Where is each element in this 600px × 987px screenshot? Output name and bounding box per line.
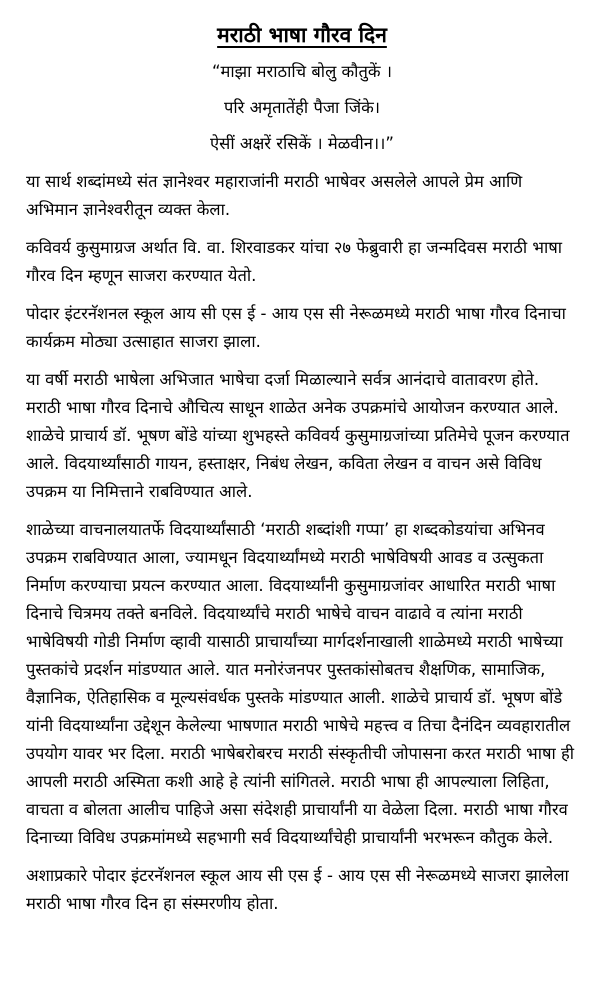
paragraph-5: शाळेच्या वाचनालयातर्फे विदयार्थ्यांसाठी ‘मराठी शब्दांशी गप्पा’ हा शब्दकोडयांचा अभिनव उपक्रम राबविण्यात आला, ज्यामधून विदयार्थ्यांमध्ये मराठी भाषेविषयी आवड व उत्सुकता निर्माण करण्याचा प्रयत्न करण्यात आला. विदयार्थ्यांनी कुसुमाग्रजांवर आधारित मराठी भाषा दिनाचे चित्रमय तक्ते बनविले. विदयार्थ्यांचे मराठी भाषेचे वाचन वाढावे व त्यांना मराठी भाषेविषयी गोडी निर्माण व्हावी यासाठी प्राचार्यांच्या मार्गदर्शनाखाली शाळेमध्ये मराठी भाषेच्या पुस्तकांचे प्रदर्शन मांडण्यात आले. यात मनोरंजनपर पुस्तकांसोबतच शैक्षणिक, सामाजिक, वैज्ञानिक, ऐतिहासिक व मूल्यसंवर्धक पुस्तके मांडण्यात आली. शाळेचे प्राचार्य डॉ. भूषण बोंडे यांनी विदयार्थ्यांना उद्देशून केलेल्या भाषणात मराठी भाषेचे महत्त्व व तिचा दैनंदिन व्यवहारातील उपयोग यावर भर दिला. मराठी भाषेबरोबरच मराठी संस्कृतीची जोपासना करत मराठी भाषा ही आपली मराठी अस्मिता कशी आहे हे त्यांनी सांगितले. मराठी भाषा ही आपल्याला लिहिता, वाचता व बोलता आलीच पाहिजे असा संदेशही प्राचार्यांनी या वेळेला दिला. मराठी भाषा गौरव दिनाच्या विविध उपक्रमांमध्ये सहभागी सर्व विदयार्थ्यांचेही प्राचार्यांनी भरभरून कौतुक केले.: [26, 520, 575, 847]
paragraph-1: या सार्थ शब्दांमध्ये संत ज्ञानेश्वर महाराजांनी मराठी भाषेवर असलेले आपले प्रेम आणि अभिमान ज्ञानेश्वरीतून व्यक्त केला.: [26, 172, 523, 219]
paragraph-2: कविवर्य कुसुमाग्रज अर्थात वि. वा. शिरवाडकर यांचा २७ फेब्रुवारी हा जन्मदिवस मराठी भाषा गौरव दिन म्हणून साजरा करण्यात येतो.: [26, 238, 563, 285]
paragraph-3: पोदार इंटरनॅशनल स्कूल आय सी एस ई - आय एस सी नेरूळमध्ये मराठी भाषा गौरव दिनाचा कार्यक्रम मोठ्या उत्साहात साजरा झाला.: [26, 304, 566, 351]
paragraph-4: या वर्षी मराठी भाषेला अभिजात भाषेचा दर्जा मिळाल्याने सर्वत्र आनंदाचे वातावरण होते. मराठी भाषा गौरव दिनाचे औचित्य साधून शाळेत अनेक उपक्रमांचे आयोजन करण्यात आले. शाळेचे प्राचार्य डॉ. भूषण बोंडे यांच्या शुभहस्ते कविवर्य कुसुमाग्रजांच्या प्रतिमेचे पूजन करण्यात आले. विदयार्थ्यांसाठी गायन, हस्ताक्षर, निबंध लेखन, कविता लेखन व वाचन असे विविध उपक्रम या निमित्ताने राबविण्यात आले.: [26, 370, 570, 501]
document-title-text: मराठी भाषा गौरव दिन: [217, 23, 387, 47]
paragraph-6: अशाप्रकारे पोदार इंटरनॅशनल स्कूल आय सी एस ई - आय एस सी नेरूळमध्ये साजरा झालेला मराठी भाषा गौरव दिन हा संस्मरणीय होता.: [26, 866, 569, 913]
document-title: [26, 20, 578, 50]
body-text: [26, 168, 578, 918]
verse-line-3: ऐसीं अक्षरें रसिकें । मेळवीन।।”: [210, 134, 394, 153]
verse-line-2: परि अमृतातेंही पैजा जिंके।: [223, 98, 381, 117]
verse-line-1: “माझा मराठाचि बोलु कौतुकें ।: [211, 62, 393, 81]
verse-block: [26, 54, 578, 162]
